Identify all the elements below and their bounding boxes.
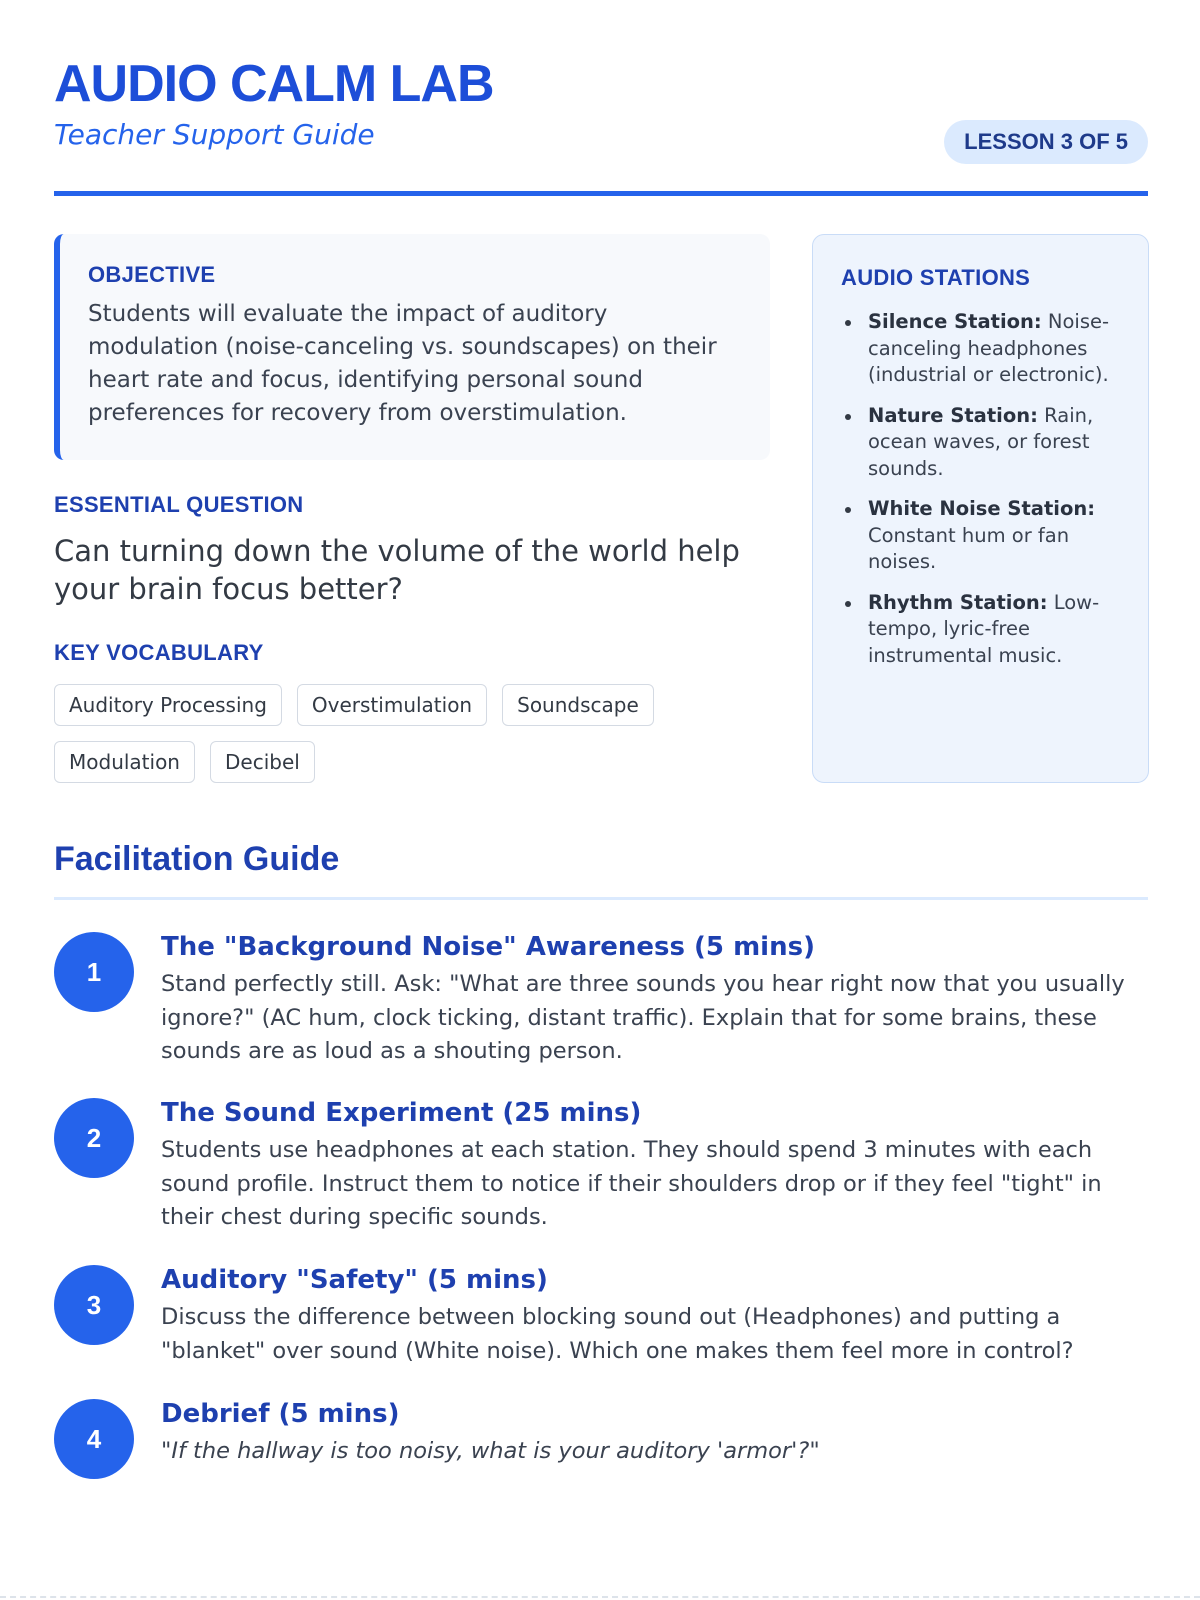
station-item [841,590,1124,670]
step-description: Discuss the difference between blocking sound out (Headphones) and putting a "blanket" over sound (White noise). Which one makes them feel more in control? [161,1304,1074,1364]
lesson-badge: LESSON 3 OF 5 [944,120,1148,164]
vocab-chip: Modulation [54,741,195,783]
vocab-chip: Soundscape [502,684,654,726]
station-desc: Constant hum or fan noises. [868,523,1070,573]
step-title: Debrief (5 mins) [161,1399,400,1429]
objective-card [54,234,770,460]
station-item [841,496,1124,576]
page-header [54,56,1148,196]
step-title: Auditory "Safety" (5 mins) [161,1265,548,1295]
step-number-badge: 3 [54,1265,134,1345]
essential-question-label: ESSENTIAL QUESTION [54,492,304,517]
page-title: AUDIO CALM LAB [54,55,494,113]
station-desc: Noise-canceling headphones (industrial or electronic). [868,310,1110,386]
vocabulary-list [54,684,770,783]
station-desc: Low-tempo, lyric-free instrumental music. [868,590,1100,667]
step-number-badge: 4 [54,1399,134,1479]
step-title: The "Background Noise" Awareness (5 mins) [161,932,815,962]
vocab-chip: Overstimulation [297,684,487,726]
station-item [841,403,1124,483]
page-subtitle: Teacher Support Guide [54,118,375,151]
objective-text: Students will evaluate the impact of auditory modulation (noise-canceling vs. soundscapes) on their heart rate and focus, identifying personal sound preferences for recovery from overstimulation. [88,301,717,426]
station-name: Silence Station: [868,310,1042,333]
station-item [841,309,1124,389]
step-description: Students use headphones at each station. They should spend 3 minutes with each sound profile. Instruct them to notice if their shoulders drop or if they feel "tight" in their chest during specific sounds. [161,1137,1102,1230]
objective-label: OBJECTIVE [88,262,216,287]
station-name: Rhythm Station: [868,590,1048,614]
audio-stations-panel [812,234,1149,783]
step-number-badge: 1 [54,932,134,1012]
station-desc: Rain, ocean waves, or forest sounds. [868,403,1094,480]
station-name: White Noise Station: [868,497,1096,520]
stations-list [841,309,1124,669]
step-number-badge: 2 [54,1098,134,1178]
stations-label: AUDIO STATIONS [841,265,1031,290]
essential-question-text: Can turning down the volume of the world help your brain focus better? [54,534,740,606]
vocab-chip: Auditory Processing [54,684,282,726]
facilitation-guide-title: Facilitation Guide [54,840,1148,900]
step-title: The Sound Experiment (25 mins) [161,1098,642,1128]
station-name: Nature Station: [868,403,1038,427]
step-description: "If the hallway is too noisy, what is your auditory 'armor'?" [161,1438,820,1464]
step-description: Stand perfectly still. Ask: "What are three sounds you hear right now that you usually ignore?" (AC hum, clock ticking, distant traffic). Explain that for some brains, these sounds are as loud as a shouting person. [161,971,1125,1064]
page-footer-divider [0,1596,1200,1598]
vocabulary-label: KEY VOCABULARY [54,640,264,665]
vocab-chip: Decibel [210,741,315,783]
